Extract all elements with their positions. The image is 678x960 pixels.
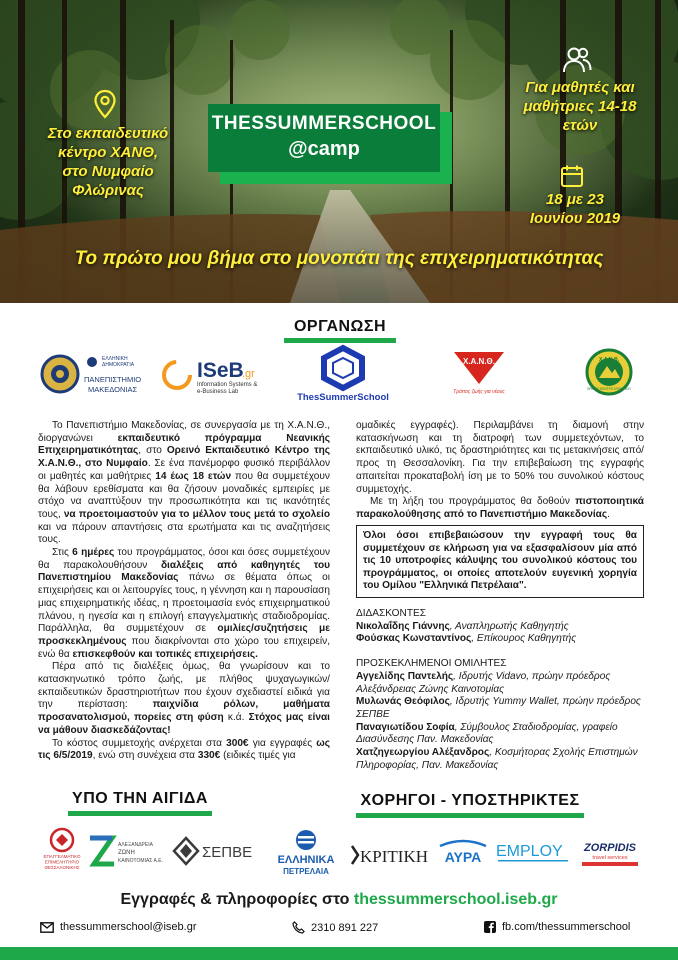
speaker-role: , Κοσμήτορας Σχολής Επιστημών Πληροφορίας, Παν. Μακεδονίας [356,747,638,771]
text: Στις [52,547,73,559]
location-line: Φλώρινας [72,182,144,199]
users-icon [562,46,592,74]
teacher-item [356,621,644,634]
elpe-line1: ΕΛΛΗΝΙΚΑ [277,854,335,866]
text: και να πάρουν απαντήσεις στα ερωτήματα και τις αναζητήσεις τους. [38,521,330,546]
phone-number[interactable]: 2310 891 227 [311,921,379,934]
xanth-slogan: Τρόπος ζωής για νέους [453,389,505,395]
event-title: THESSUMMERSCHOOL [211,113,437,134]
facebook-contact [484,921,630,933]
organization-title-text: ΟΡΓΑΝΩΣΗ [293,318,387,335]
text-bold: διαλέξεις από καθηγητές του Πανεπιστημίου Μακεδονίας [38,559,330,584]
sponsors-title-text: ΧΟΡΗΓΟΙ - ΥΠΟΣΤΗΡΙΚΤΕΣ [360,792,580,809]
cost-paragraph [38,738,330,763]
xanth-logo-text: Χ.Α.Ν.Θ. [462,357,496,366]
iseb-sub1: Information Systems & [197,382,258,388]
eeth-line3: ΘΕΣΣΑΛΟΝΙΚΗΣ [44,865,80,870]
auspices-title-underline [68,811,212,816]
calendar-icon [560,164,584,188]
organization-title-underline [284,338,396,343]
xanth2-text: Χ.Α.Ν.Θ. [598,357,620,363]
speaker-role: , Ιδρυτής Yummy Wallet, πρώην πρόεδρος ΣΕΠΒΕ [356,696,641,720]
uom-democracy: ΔΗΜΟΚΡΑΤΙΑ [102,362,135,368]
text: , στο [138,445,167,457]
hero-banner [0,0,678,303]
audience-line: Για μαθητές και [525,79,635,96]
text: Το Πανεπιστήμιο Μακεδονίας, σε συνεργασία με τη Χ.Α.Ν.Θ., διοργανώνει [38,420,330,444]
location-pin-icon [94,90,116,118]
teacher-name: Φούσκας Κωνσταντίνος [356,633,472,645]
phone-icon [292,921,305,934]
teachers-heading: ΔΙΔΑΣΚΟΝΤΕΣ [356,608,426,619]
innovation-zone-logo [86,832,166,872]
speaker-name: Χατζηγεωργίου Αλέξανδρος [356,747,490,759]
email-link[interactable]: thessummerschool@iseb.gr [60,921,197,933]
uom-name-line1: ΠΑΝΕΠΙΣΤΗΜΙΟ [84,375,142,384]
text: . Σε ένα πανέμορφο φυσικό περιβάλλον οι μαθητές και μαθήτριες [38,458,331,482]
dates-line: 18 με 23 [546,191,604,208]
facebook-link[interactable]: fb.com/thessummerschool [502,921,631,933]
text-bold: εκπαιδευτικό πρόγραμμα Νεανικής Επιχειρηματικότητας [38,432,331,457]
people-list [356,608,644,772]
speaker-item [356,747,644,772]
sponsors-title-underline [356,813,584,818]
speaker-item [356,722,644,747]
title-box [208,104,448,176]
text: του προγράμματος, όσοι και όσες συμμετέχουν θα παρακολουθήσουν [38,547,331,571]
zone-line1: ΑΛΕΞΑΝΔΡΕΙΑ [118,842,153,848]
iseb-logo [163,355,283,395]
kritiki-logo [350,842,430,868]
tss-logo-label: ThesSummerSchool [297,392,389,403]
body-left-column [38,420,330,763]
location-text [28,124,188,200]
audience-line: ετών [562,117,598,134]
facebook-icon [484,921,496,933]
text-bold: 6 ημέρες [72,547,115,559]
text-bold: 330€ [197,750,221,762]
text: που θα συμμετέχουν θα λάβουν ερεθίσματα και θα ζήσουν μοναδικές εμπειρίες με στόχο να αναπτύξουν την προσωπικότητα και τις ικανότητές τους, [38,470,330,520]
speakers-heading: ΠΡΟΣΚΕΚΛΗΜΕΝΟΙ ΟΜΙΛΗΤΕΣ [356,658,507,670]
organization-title [284,318,396,336]
speaker-item [356,696,644,721]
scholarship-lottery-box: Όλοι όσοι επιβεβαιώσουν την εγγραφή τους θα συμμετέχουν σε κλήρωση για να εξασφαλίσουν μία από τις 10 υποτροφίες κάλυψης του συνολικού κόστους του προγράμματος, οι οποίες αποτελούν ευγενική χορηγία του Ομίλου "Ελληνικά Πετρέλαια". [356,525,644,598]
eeth-line2: ΕΠΙΜΕΛΗΤΗΡΙΟ [44,859,80,865]
dates-line: Ιουνίου 2019 [529,210,621,227]
auspices-title-text: ΥΠΟ ΤΗΝ ΑΙΓΙΔΑ [72,790,208,807]
hellenic-petroleum-logo [268,828,344,878]
teacher-role: , Επίκουρος Καθηγητής [471,633,577,645]
speaker-name: Αγγελίδης Παντελής [356,670,454,682]
certificate-paragraph [356,496,644,521]
spacer [356,646,644,658]
audience-line: μαθήτριες 14-18 [523,98,637,115]
avra-logo [436,836,490,872]
zone-line2: ΖΩΝΗ [118,850,135,856]
text: , ενώ στη συνέχεια στα [92,750,198,762]
speaker-name: Μυλωνάς Θεόφιλος [356,696,450,708]
xanth-ymca-logo [446,350,512,396]
intro-paragraph [38,420,330,547]
text-bold: να προετοιμαστούν για το μέλλον τους μετά το σχολείο [63,508,330,520]
text: Πέρα από τις διαλέξεις όμως, θα γνωρίσουν και το κατασκηνωτικό τρόπο ζωής, με πλήθος ψυχαγωγικών/ εκπαιδευτικών δραστηριοτήτων που έχουν σχεδιαστεί ειδικά για την περίσταση: [38,661,330,711]
elpe-line2: ΠΕΤΡΕΛΑΙΑ [283,867,329,876]
employ-logo [494,838,574,866]
audience-text [500,78,660,135]
text-bold: επισκεφθούν και τοπικές επιχειρήσεις. [72,648,258,660]
registration-line [0,891,678,909]
text-bold: πιστοποιητικά παρακολούθησης από το Πανεπιστήμιο Μακεδονίας [356,496,644,520]
eeth-line1: ΕΠΑΓΓΕΛΜΑΤΙΚΟ [43,854,81,859]
text-bold: Ορεινό Εκπαιδευτικό Κέντρο της Χ.Α.Ν.Θ., στο Νυμφαίο [38,445,331,470]
thessummerschool-logo [296,345,390,403]
speaker-role: , Ιδρυτής Vidavo, πρώην πρόεδρος Αλεξάνδρειας Ζώνης Καινοτομίας [356,670,611,695]
xanth-mountain-center-logo [585,348,633,396]
registration-text: Εγγραφές & πληροφορίες στο [120,891,354,908]
text: (ειδικές τιμές για [220,750,296,762]
program-paragraph [38,547,330,661]
location-line: στο Νυμφαίο [62,163,154,180]
zorpidis-logo [578,838,642,868]
zorpidis-sub: travel services [592,855,628,861]
email-contact [40,921,197,933]
sepve-text: ΣΕΠΒΕ [202,844,253,861]
cost-continued-paragraph: ομαδικές εγγραφές). Περιλαμβάνει τη διαμονή στην κατασκήνωση και τη διατροφή των συμμετεχόντων, το εκπαιδευτικό υλικό, τις δραστηριότητες και τις μετακινήσεις από/προς τη Θεσσαλονίκη. Για την επιβεβαίωση της εγγραφής απαιτείται προκαταβολή ίση με το 50% του συνολικού κόστους συμμετοχής. [356,420,644,495]
uom-greek-republic: ΕΛΛΗΝΙΚΗ [102,356,128,362]
text: για εγγραφές [248,737,317,749]
text-bold: 300€ [226,737,249,749]
event-subtitle: @camp [288,138,360,160]
speaker-role: , Σύμβουλος Σταδιοδρομίας, γραφείο Διασύνδεσης Παν. Μακεδονίας [356,721,618,746]
sponsors-title [356,792,584,810]
text-bold: ομιλίες/συζητήσεις με προσκεκλημένους [38,623,330,647]
body-right-column [356,420,644,522]
text-bold: ως τις 6/5/2019 [38,737,330,762]
zorpidis-text: ZORPIDIS [584,842,636,854]
speaker-name: Παναγιωτίδου Σοφία [356,721,455,733]
text: Με τη λήξη του προγράμματος θα δοθούν [370,496,576,508]
avra-text: ΑΥΡΑ [444,849,482,865]
bottom-accent-bar [0,947,678,960]
dates-text [500,190,650,228]
speaker-item [356,671,644,696]
text-bold: 14 έως 18 ετών [155,470,232,482]
kritiki-text: ΚΡΙΤΙΚΗ [360,847,428,866]
registration-link[interactable]: thessummerschool.iseb.gr [353,891,558,908]
envelope-icon [40,922,54,933]
activities-paragraph [38,661,330,737]
teacher-name: Νικολαΐδης Γιάννης [356,620,450,632]
xanth2-sub: ΟΡΕΙΝΟ ΚΕΝΤΡΟ ΝΥΜΦΑΙΟΥ [586,387,632,391]
employ-text: EMPLOY [496,843,563,860]
iseb-sub2: e-Business Lab [197,389,239,395]
text-bold: παιχνίδια ρόλων, μαθήματα προσανατολισμού, πορείες στη φύση [38,699,330,724]
auspices-title [68,790,212,808]
text: Το κόστος συμμετοχής ανέρχεται στα [52,737,227,749]
teacher-role: , Αναπληρωτής Καθηγητής [449,620,569,632]
location-line: κέντρο ΧΑΝΘ, [57,144,159,161]
uom-name-line2: ΜΑΚΕΔΟΝΙΑΣ [88,385,138,394]
phone-contact [292,921,378,934]
university-of-macedonia-logo [40,352,140,396]
text: που διακρίνονται στο χώρο του επιχειρείν, ενώ θα [38,635,330,660]
tagline: Το πρώτο μου βήμα στο μονοπάτι της επιχειρηματικότητας [74,248,604,269]
title-box-main [208,104,440,172]
text-bold: Στόχος μας είναι να μάθουν διασκεδάζοντας! [38,712,330,736]
teacher-item [356,633,644,646]
text: κ.ά. [223,712,249,724]
iseb-main: ISeB [197,359,244,382]
zone-line3: ΚΑΙΝΟΤΟΜΙΑΣ Α.Ε. [118,858,163,864]
text: . [607,508,610,520]
iseb-suffix: .gr [242,368,255,380]
location-line: Στο εκπαιδευτικό [47,125,169,142]
thessaloniki-chamber-logo [36,826,88,872]
sepve-logo [172,836,253,866]
text: πάνω σε θέματα όπως οι επιχειρήσεις και οι λειτουργίες τους, η γέννηση και η παρουσίαση μιας επιχειρηματικής ιδέας, η προετοιμασία ενός επιχειρηματικού πλάνου, η ηγεσία και η επιλογή επαγγελματικής σταδιοδρομίας. Παράλληλα, θα συμμετέχουν σε [38,572,330,635]
